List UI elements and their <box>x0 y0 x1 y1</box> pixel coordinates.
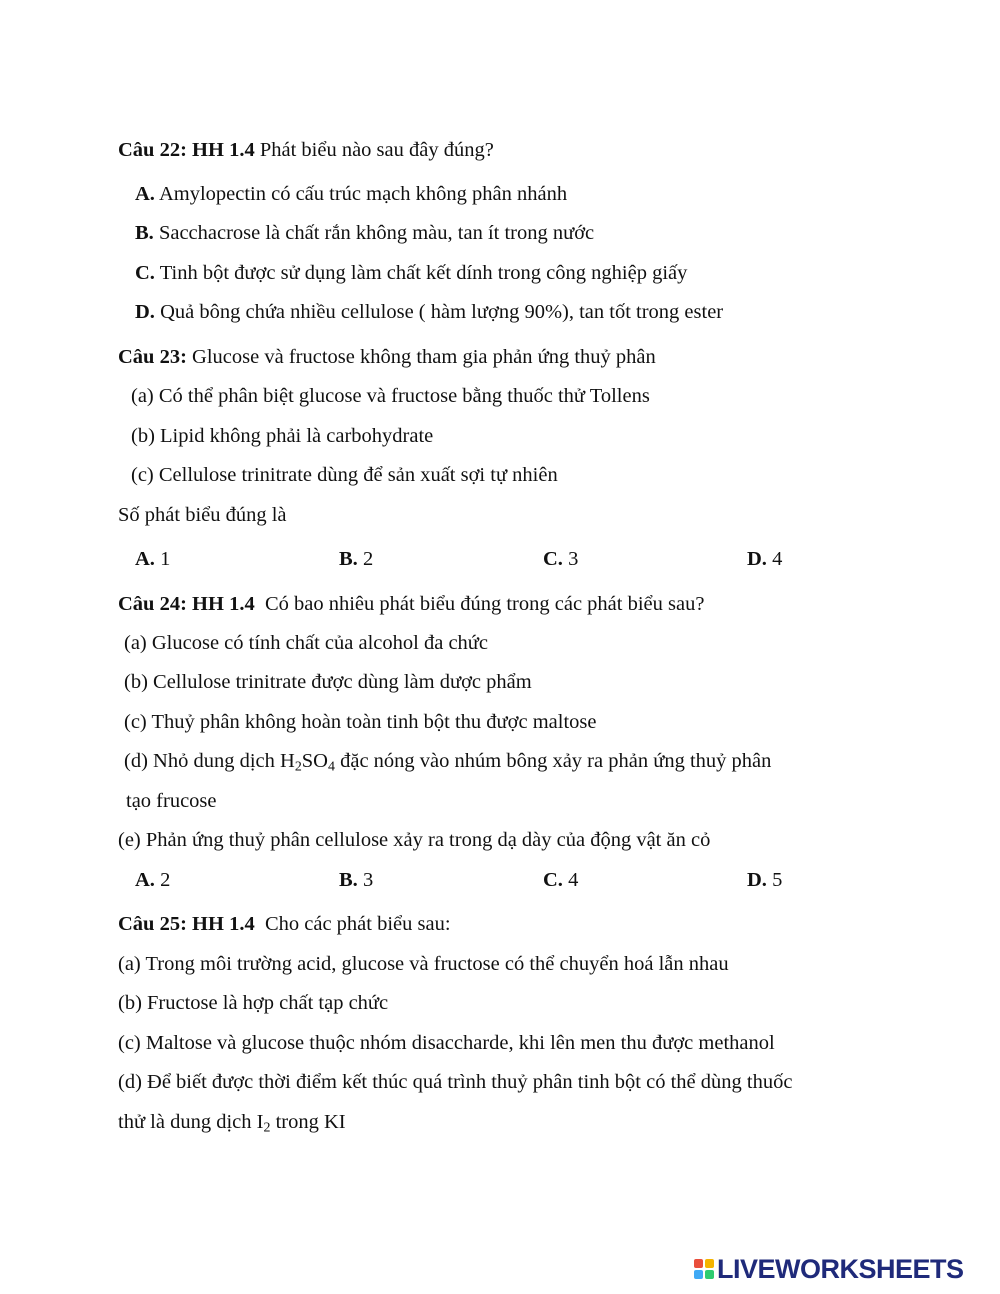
q25-label: Câu 25: <box>118 913 187 935</box>
logo-text: LIVEWORKSHEETS <box>717 1253 964 1284</box>
q24-statement-d: (d) Nhỏ dung dịch $H_2SO_4$ đặc nóng vào nhúm bông xảy ra phản ứng thuỷ phân <box>124 750 772 775</box>
q23-answer-b: B. 2 <box>339 548 374 570</box>
q24-label: Câu 24: <box>118 593 187 615</box>
q23-header <box>118 345 656 369</box>
q24-stem: Có bao nhiêu phát biểu đúng trong các phát biểu sau? <box>264 593 705 615</box>
logo-squares-icon <box>694 1259 714 1279</box>
q22-option-d: D. Quả bông chứa nhiều cellulose ( hàm lượng 90%), tan tốt trong ester <box>135 301 724 323</box>
q24-answer-d: D. 5 <box>747 869 783 891</box>
logo-square <box>694 1259 703 1268</box>
q23-statement-c: (c) Cellulose trinitrate dùng để sản xuất sợi tự nhiên <box>131 464 558 486</box>
q22-stem: Phát biểu nào sau đây đúng? <box>259 139 494 161</box>
logo-square <box>705 1270 714 1279</box>
q23-statement-a: (a) Có thể phân biệt glucose và fructose bằng thuốc thử Tollens <box>131 385 650 407</box>
q22-option-a: A. Amylopectin có cấu trúc mạch không phân nhánh <box>135 183 568 205</box>
q23-statement-b: (b) Lipid không phải là carbohydrate <box>131 425 434 447</box>
q22-label: Câu 22: <box>118 139 187 161</box>
logo-square <box>694 1270 703 1279</box>
q25-statement-d: (d) Để biết được thời điểm kết thúc quá trình thuỷ phân tinh bột có thể dùng thuốc <box>118 1071 793 1093</box>
q22-option-b: B. Sacchacrose là chất rắn không màu, tan ít trong nước <box>135 222 595 244</box>
q22-option-c: C. Tinh bột được sử dụng làm chất kết dính trong công nghiệp giấy <box>135 262 688 284</box>
q23-answer-a: A. 1 <box>135 548 171 570</box>
q23-prompt: Số phát biểu đúng là <box>118 504 287 526</box>
q23-answer-d: D. 4 <box>747 548 783 570</box>
q23-label: Câu 23: <box>118 346 187 368</box>
q25-statement-b: (b) Fructose là hợp chất tạp chức <box>118 992 389 1014</box>
liveworksheets-logo <box>694 1254 964 1284</box>
q25-code: HH 1.4 <box>192 913 255 935</box>
q22-header <box>118 138 494 162</box>
q24-answer-b: B. 3 <box>339 869 374 891</box>
q25-header <box>118 912 451 936</box>
q24-answer-c: C. 4 <box>543 869 579 891</box>
q25-stem: Cho các phát biểu sau: <box>264 913 451 935</box>
q23-answer-c: C. 3 <box>543 548 579 570</box>
q25-statement-a: (a) Trong môi trường acid, glucose và fructose có thể chuyển hoá lẫn nhau <box>118 953 729 975</box>
q24-header <box>118 592 704 616</box>
q24-statement-a: (a) Glucose có tính chất của alcohol đa chức <box>124 632 489 654</box>
q24-code: HH 1.4 <box>192 593 255 615</box>
q23-stem: Glucose và fructose không tham gia phản ứng thuỷ phân <box>192 346 656 368</box>
q24-statement-c: (c) Thuỷ phân không hoàn toàn tinh bột thu được maltose <box>124 711 597 733</box>
logo-square <box>705 1259 714 1268</box>
q25-statement-d-cont: thử là dung dịch $I_2$ trong KI <box>118 1111 346 1136</box>
q24-statement-d-cont: tạo frucose <box>126 790 217 812</box>
q24-answer-a: A. 2 <box>135 869 171 891</box>
q25-statement-c: (c) Maltose và glucose thuộc nhóm disaccharde, khi lên men thu được methanol <box>118 1032 775 1054</box>
q24-statement-e: (e) Phản ứng thuỷ phân cellulose xảy ra trong dạ dày của động vật ăn cỏ <box>118 829 711 851</box>
q24-statement-b: (b) Cellulose trinitrate được dùng làm dược phẩm <box>124 671 532 693</box>
q22-code: HH 1.4 <box>192 139 255 161</box>
